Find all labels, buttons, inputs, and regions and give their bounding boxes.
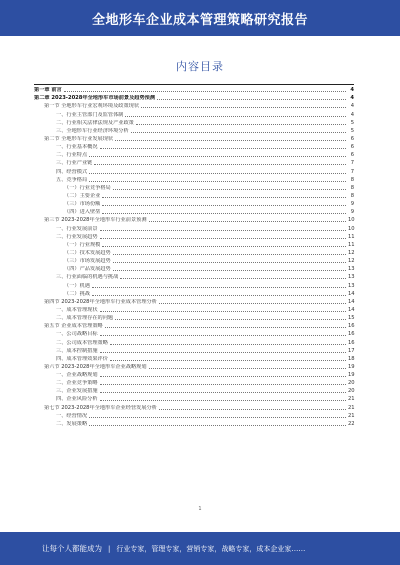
toc-entry-page: 18 [348,355,355,362]
toc-entry-label: 二、行业相关法律法规及产业政策 [56,119,134,126]
toc-dot-leader [100,335,346,336]
toc-entry-label: （三）市场发展趋势 [64,258,111,265]
toc-entry-label: 第一章 前言 [34,87,62,94]
toc-entry[interactable] [34,166,354,174]
toc-entry-page: 6 [350,144,354,151]
toc-entry-page: 6 [350,152,354,159]
toc-entry-label: 二、发展策略 [56,420,88,427]
toc-entry-label: 一、企业战略规划 [56,372,98,379]
toc-dot-leader [115,319,346,320]
toc-dot-leader [113,262,346,263]
toc-entry[interactable] [34,289,354,297]
footer-slogan-left: 让每个人都能成为 [42,544,102,553]
toc-entry-page: 13 [348,282,355,289]
toc-entry-label: 第五节 企业成本管理策略 [44,323,103,330]
toc-dot-leader [115,140,346,141]
toc-dot-leader [159,303,346,304]
toc-entry-page: 20 [348,380,355,387]
toc-entry[interactable] [34,240,354,248]
toc-dot-leader [102,246,346,247]
toc-dot-leader [125,116,346,117]
toc-dot-leader [113,270,346,271]
toc-entry[interactable] [34,280,354,288]
toc-entry[interactable] [34,126,354,134]
toc-entry-label: 第六节 2023-2028年全地形车企业战略规划 [44,363,147,370]
toc-entry-page: 21 [348,412,355,419]
toc-entry-page: 6 [350,135,354,142]
toc-entry[interactable] [34,150,354,158]
toc-dot-leader [100,384,346,385]
toc-dot-leader [89,156,346,157]
toc-entry[interactable] [34,93,354,101]
toc-entry-label: 二、行业发展趋势 [56,233,98,240]
toc-entry-page: 10 [348,225,355,232]
toc-entry[interactable] [34,215,354,223]
toc-entry[interactable] [34,199,354,207]
toc-entry[interactable] [34,256,354,264]
table-of-contents [34,84,354,427]
toc-entry[interactable] [34,191,354,199]
toc-entry-page: 15 [348,315,355,322]
toc-entry[interactable] [34,158,354,166]
toc-entry-page: 11 [348,241,355,248]
toc-entry-page: 13 [348,266,355,273]
toc-entry-page: 19 [348,363,355,370]
toc-dot-leader [141,107,346,108]
toc-dot-leader [89,181,346,182]
toc-dot-leader [92,295,346,296]
toc-dot-leader [94,164,346,165]
toc-dot-leader [110,360,346,361]
toc-entry-label: 一、成本管理现状 [56,306,98,313]
toc-entry-page: 20 [348,388,355,395]
toc-dot-leader [92,287,346,288]
toc-entry-page: 9 [350,209,354,216]
toc-entry[interactable] [34,134,354,142]
toc-entry-label: （二）挑战 [64,290,90,297]
toc-dot-leader [89,425,346,426]
toc-entry[interactable] [34,419,354,427]
page-number: 1 [198,506,202,512]
toc-entry[interactable] [34,207,354,215]
toc-dot-leader [120,278,346,279]
toc-entry[interactable] [34,321,354,329]
toc-entry-page: 17 [348,347,355,354]
toc-entry-page: 7 [350,160,354,167]
toc-entry-page: 14 [348,290,355,297]
toc-entry-label: 一、行业主管部门及监管体制 [56,111,124,118]
toc-dot-leader [102,205,346,206]
toc-entry-page: 22 [348,420,355,427]
toc-entry[interactable] [34,386,354,394]
toc-entry[interactable] [34,346,354,354]
toc-entry-label: （一）行业竞争格局 [64,184,111,191]
toc-entry-label: 二、企业竞争策略 [56,380,98,387]
toc-entry-label: 一、经营情况 [56,412,88,419]
toc-entry-page: 8 [350,192,354,199]
toc-entry-label: 四、企业风险分析 [56,396,98,403]
toc-entry-label: 二、公司成本管理策略 [56,339,108,346]
toc-dot-leader [100,376,346,377]
toc-entry-page: 12 [348,258,355,265]
toc-entry[interactable] [34,362,354,370]
toc-entry-page: 5 [350,127,354,134]
toc-entry-page: 9 [350,201,354,208]
toc-entry[interactable] [34,264,354,272]
toc-entry[interactable] [34,183,354,191]
toc-entry[interactable] [34,85,354,93]
footer-bar [0,532,400,565]
toc-entry[interactable] [34,313,354,321]
toc-entry-label: 一、行业发展前景 [56,225,98,232]
toc-entry-label: （三）市场份额 [64,201,101,208]
toc-entry-label: （四）进入壁垒 [64,209,101,216]
toc-entry-page: 4 [350,87,354,94]
toc-dot-leader [89,173,346,174]
toc-dot-leader [136,124,346,125]
toc-entry[interactable] [34,118,354,126]
toc-entry[interactable] [34,337,354,345]
toc-dot-leader [113,189,346,190]
toc-entry[interactable] [34,354,354,362]
toc-dot-leader [149,368,346,369]
toc-entry-label: 一、行业基本概况 [56,144,98,151]
toc-entry[interactable] [34,109,354,117]
toc-entry-page: 4 [350,103,354,110]
toc-title: 内容目录 [176,60,224,73]
toc-entry[interactable] [34,378,354,386]
toc-entry-label: 第一节 全地形车行业宏观环境及政策现状 [44,103,140,110]
toc-entry-label: 一、公司战略目标 [56,331,98,338]
toc-entry[interactable] [34,411,354,419]
toc-entry-label: 四、经营模式 [56,168,88,175]
toc-dot-leader [105,327,346,328]
report-header-bar [0,0,400,36]
toc-entry-page: 5 [350,119,354,126]
toc-entry-label: 第四节 2023-2028年全地形车行业成本管理分析 [44,298,157,305]
toc-entry[interactable] [34,223,354,231]
footer-slogan-right: 行业专家，管理专家，营销专家，战略专家，成本企业家…… [116,544,306,553]
toc-entry-page: 19 [348,372,355,379]
toc-dot-leader [110,344,346,345]
toc-entry-page: 14 [348,298,355,305]
toc-entry-label: 三、企业发展措施 [56,388,98,395]
toc-entry-page: 21 [348,404,355,411]
footer-separator: | [108,544,111,553]
toc-entry-page: 10 [348,217,355,224]
toc-entry-label: （二）技术发展趋势 [64,249,111,256]
toc-entry-label: 三、成本控制措施 [56,347,98,354]
toc-entry[interactable] [34,394,354,402]
toc-entry-label: 四、成本管理效果评价 [56,355,108,362]
toc-entry[interactable] [34,101,354,109]
toc-entry-page: 16 [348,339,355,346]
toc-dot-leader [100,148,346,149]
toc-entry-label: （四）产品发展趋势 [64,266,111,273]
toc-entry-label: 二、成本管理存在的问题 [56,315,114,322]
toc-entry-page: 16 [348,331,355,338]
toc-entry-label: 第二节 全地形车行业发展现状 [44,135,114,142]
toc-dot-leader [159,409,346,410]
toc-dot-leader [100,230,346,231]
toc-dot-leader [102,213,346,214]
toc-dot-leader [149,221,346,222]
toc-entry-label: 第三节 2023-2028年全地形车行业前景预测 [44,217,147,224]
toc-dot-leader [89,417,346,418]
toc-entry-label: 三、行业面临的机遇与挑战 [56,274,119,281]
toc-dot-leader [100,400,346,401]
toc-entry[interactable] [34,142,354,150]
toc-entry-label: （一）机遇 [64,282,90,289]
toc-entry-label: 三、全地形车行业经济环境分析 [56,127,129,134]
toc-entry-page: 13 [348,274,355,281]
toc-entry-page: 8 [350,176,354,183]
toc-entry-label: 五、竞争格局 [56,176,88,183]
toc-entry-page: 14 [348,306,355,313]
toc-dot-leader [131,132,346,133]
toc-dot-leader [64,91,346,92]
toc-dot-leader [100,352,346,353]
toc-entry-page: 4 [350,111,354,118]
toc-entry-page: 8 [350,184,354,191]
toc-entry-page: 21 [348,396,355,403]
toc-entry[interactable] [34,297,354,305]
toc-entry[interactable] [34,175,354,183]
toc-entry[interactable] [34,402,354,410]
toc-entry[interactable] [34,370,354,378]
toc-dot-leader [100,311,346,312]
toc-entry-label: 三、行业产业链 [56,160,93,167]
toc-entry[interactable] [34,272,354,280]
toc-entry-page: 11 [348,233,355,240]
toc-entry[interactable] [34,305,354,313]
toc-entry-page: 4 [350,95,354,102]
toc-entry[interactable] [34,232,354,240]
toc-entry[interactable] [34,248,354,256]
toc-entry[interactable] [34,329,354,337]
toc-dot-leader [113,254,346,255]
toc-dot-leader [102,197,346,198]
toc-entry-page: 16 [348,323,355,330]
toc-entry-label: （二）主要企业 [64,192,101,199]
toc-entry-page: 7 [350,168,354,175]
toc-entry-label: 第二章 2023-2028年全地形车市场前景及趋势预测 [34,95,156,102]
toc-dot-leader [157,99,346,100]
toc-entry-page: 12 [348,249,355,256]
toc-entry-label: 二、行业特点 [56,152,88,159]
toc-dot-leader [100,392,346,393]
toc-dot-leader [100,238,346,239]
report-title: 全地形车企业成本管理策略研究报告 [91,12,308,28]
toc-entry-label: （一）行业规模 [64,241,101,248]
toc-entry-label: 第七节 2023-2028年全地形车企业经营发展分析 [44,404,157,411]
